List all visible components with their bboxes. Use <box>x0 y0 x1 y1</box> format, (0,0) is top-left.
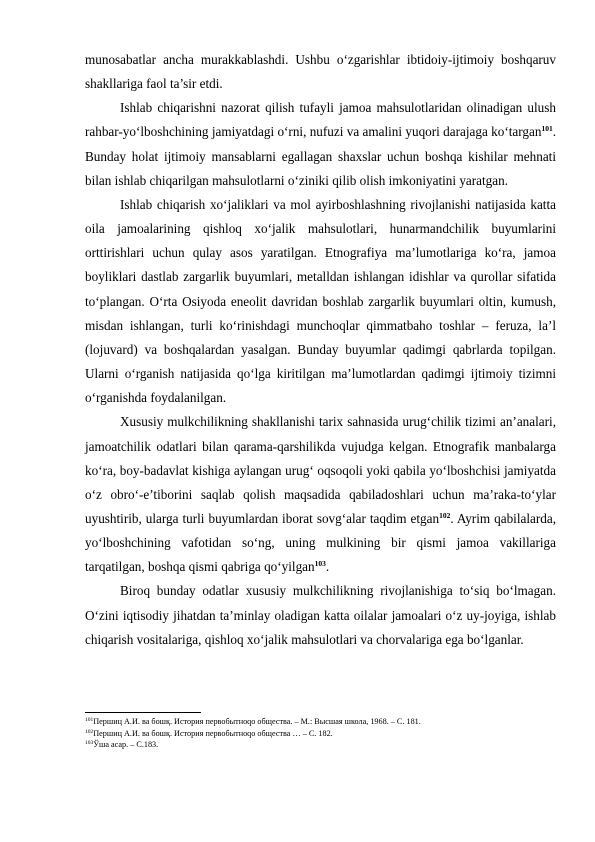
footnote-text: Першиц А.И. ва бошқ. История первобытноqо общества. – М.: Высшая школа, 1968. – С. 181. <box>93 717 421 726</box>
paragraph-text: Xususiy mulkchilikning shakllanishi tarix sahnasida urug‘chilik tizimi an’analari, jamoatchilik odatlari bilan qarama-qarshilikda vujudga kelgan. Etnografik manbalarga ko‘ra, boy-badavlat kishiga aylangan urug‘ oqsoqoli yoki qabila yo‘lboshchisi jamiyatda o‘z obro‘-e’tiborini saqlab qolish maqsadida qabiladoshlari uchun ma’raka-to‘ylar uyushtirib, ularga turli buyumlardan iborat sovg‘alar taqdim etgan <box>85 414 556 526</box>
footnote-ref-103[interactable]: 103 <box>314 559 326 569</box>
footnote-103 <box>85 739 556 751</box>
paragraph-text: . Ayrim qabilalarda, yo‘lboshchining vafotidan so‘ng, uning mulkining bir qismi jamoa vakillariga tarqatilgan, boshqa qismi qabriga qo‘yilgan <box>85 510 556 575</box>
footnote-ref-101[interactable]: 101 <box>541 124 553 134</box>
footnote-separator <box>85 712 201 713</box>
paragraph-text: Ishlab chiqarish xo‘jaliklari va mol ayirboshlashning rivojlanishi natijasida katta oila jamoalarining qishloq xo‘jalik mahsulotlari, hunarmandchilik buyumlarini orttirishlari uchun qulay asos yaratilgan. Etnografiya ma’lumotlariga ko‘ra, jamoa boyliklari dastlab zargarlik buyumlari, metalldan ishlangan idishlar va qurollar sifatida to‘plangan. O‘rta Osiyoda eneolit davridan boshlab zargarlik buyumlari oltin, kumush, misdan ishlangan, turli ko‘rinishdagi munchoqlar qimmatbaho toshlar – feruza, la’l (lojuvard) va boshqalardan yasalgan. Bunday buyumlar qadimgi qabrlarda topilgan. Ularni o‘rganish natijasida qo‘lga kiritilgan ma’lumotlardan qadimgi ijtimoiy tizimni o‘rganishda foydalanilgan. <box>85 196 556 406</box>
footnote-102 <box>85 728 556 740</box>
paragraph-3 <box>85 193 556 410</box>
paragraph-5 <box>85 579 556 651</box>
paragraph-text: Ishlab chiqarishni nazorat qilish tufayli jamoa mahsulotlaridan olinadigan ulush rahbar-yo‘lboshchining jamiyatdagi o‘rni, nufuzi va amalini yuqori darajaga ko‘targan <box>85 100 556 140</box>
footnote-101 <box>85 716 556 728</box>
paragraph-text: munosabatlar ancha murakkablashdi. Ushbu o‘zgarishlar ibtidoiy-ijtimoiy boshqaruv shakllariga faol ta’sir etdi. <box>85 52 556 92</box>
paragraph-1 <box>85 48 556 96</box>
footnote-text: Першиц А.И. ва бошқ. История первобытноqо общества … – С. 182. <box>93 728 333 738</box>
footnote-number: 101 <box>85 717 94 723</box>
paragraph-text: Biroq bunday odatlar xususiy mulkchilikning rivojlanishiga to‘siq bo‘lmagan. O‘zini iqtisodiy jihatdan ta’minlay oladigan katta oilalar jamoalari o‘z uy-joyiga, ishlab chiqarish vositalariga, qishloq xo‘jalik mahsulotlari va chorvalariga ega bo‘lganlar. <box>85 583 556 647</box>
footnote-number: 102 <box>85 728 94 735</box>
footnotes <box>85 712 556 751</box>
page-body <box>85 48 556 652</box>
paragraph-4 <box>85 410 556 579</box>
footnote-number: 103 <box>85 740 94 747</box>
paragraph-text: . Bunday holat ijtimoiy mansablarni egallagan shaxslar uchun boshqa kishilar mehnati bilan ishlab chiqarilgan mahsulotlarni o‘ziniki qilib olish imkoniyatini yaratgan. <box>85 124 556 188</box>
paragraph-text: . <box>325 559 330 575</box>
paragraph-2 <box>85 96 556 193</box>
footnote-ref-102[interactable]: 102 <box>439 510 451 520</box>
footnote-text: Ўша асар. – С.183. <box>93 740 159 750</box>
